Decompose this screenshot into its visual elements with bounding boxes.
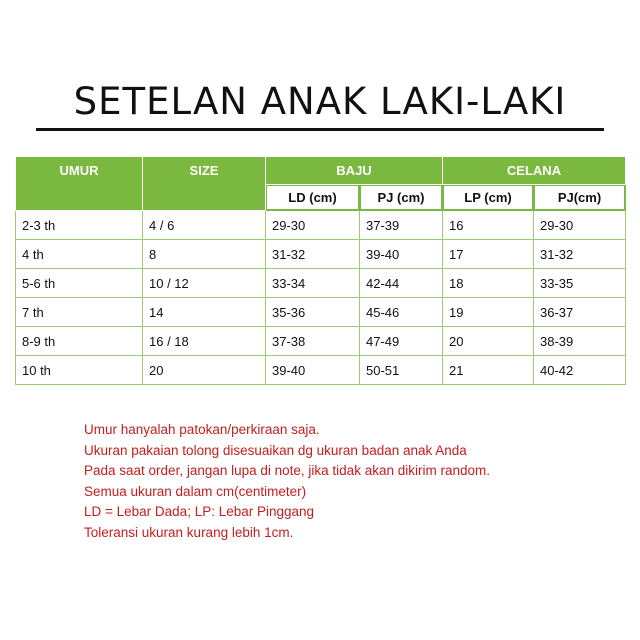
header-celana: CELANA [443,157,626,185]
table-row [16,327,626,356]
cell-size: 16 / 18 [143,327,266,356]
cell-baju-pj: 47-49 [360,327,443,356]
note-line: Pada saat order, jangan lupa di note, jika tidak akan dikirim random. [84,463,490,478]
cell-celana-lp: 16 [443,211,534,240]
cell-umur: 8-9 th [16,327,143,356]
cell-baju-pj: 45-46 [360,298,443,327]
cell-baju-ld: 39-40 [266,356,360,385]
cell-baju-pj: 37-39 [360,211,443,240]
cell-celana-lp: 20 [443,327,534,356]
note-line: Toleransi ukuran kurang lebih 1cm. [84,524,294,540]
cell-baju-ld: 31-32 [266,240,360,269]
cell-baju-ld: 29-30 [266,211,360,240]
note-line: Umur hanyalah patokan/perkiraan saja. [84,422,320,437]
cell-celana-pj: 40-42 [534,356,626,385]
cell-size: 8 [143,240,266,269]
cell-celana-pj: 38-39 [534,327,626,356]
cell-size: 20 [143,356,266,385]
header-celana-pj: PJ(cm) [534,185,626,211]
cell-celana-pj: 31-32 [534,240,626,269]
cell-umur: 7 th [16,298,143,327]
header-baju-pj: PJ (cm) [360,185,443,211]
cell-celana-pj: 29-30 [534,211,626,240]
cell-size: 14 [143,298,266,327]
cell-umur: 2-3 th [16,211,143,240]
cell-celana-lp: 21 [443,356,534,385]
title-underline [36,128,604,131]
cell-celana-lp: 17 [443,240,534,269]
table-row [16,269,626,298]
note-line: Ukuran pakaian tolong disesuaikan dg ukuran badan anak Anda [84,442,467,458]
page-title: SETELAN ANAK LAKI-LAKI [73,80,567,123]
cell-celana-lp: 18 [443,269,534,298]
cell-umur: 4 th [16,240,143,269]
header-size: SIZE [143,157,266,211]
table-body [16,211,626,385]
table-row [16,240,626,269]
notes-block [84,420,614,543]
cell-celana-pj: 36-37 [534,298,626,327]
cell-baju-pj: 39-40 [360,240,443,269]
cell-baju-pj: 42-44 [360,269,443,298]
cell-baju-ld: 33-34 [266,269,360,298]
table-row [16,211,626,240]
cell-size: 10 / 12 [143,269,266,298]
header-baju: BAJU [266,157,443,185]
note-line: LD = Lebar Dada; LP: Lebar Pinggang [84,504,315,519]
table-row [16,298,626,327]
header-celana-lp: LP (cm) [443,185,534,211]
cell-size: 4 / 6 [143,211,266,240]
cell-umur: 5-6 th [16,269,143,298]
cell-baju-pj: 50-51 [360,356,443,385]
cell-celana-pj: 33-35 [534,269,626,298]
cell-baju-ld: 37-38 [266,327,360,356]
header-baju-ld: LD (cm) [266,185,360,211]
cell-celana-lp: 19 [443,298,534,327]
table-row [16,356,626,385]
size-chart-table [15,156,626,385]
note-line: Semua ukuran dalam cm(centimeter) [84,483,307,499]
cell-umur: 10 th [16,356,143,385]
header-umur: UMUR [16,157,143,211]
cell-baju-ld: 35-36 [266,298,360,327]
